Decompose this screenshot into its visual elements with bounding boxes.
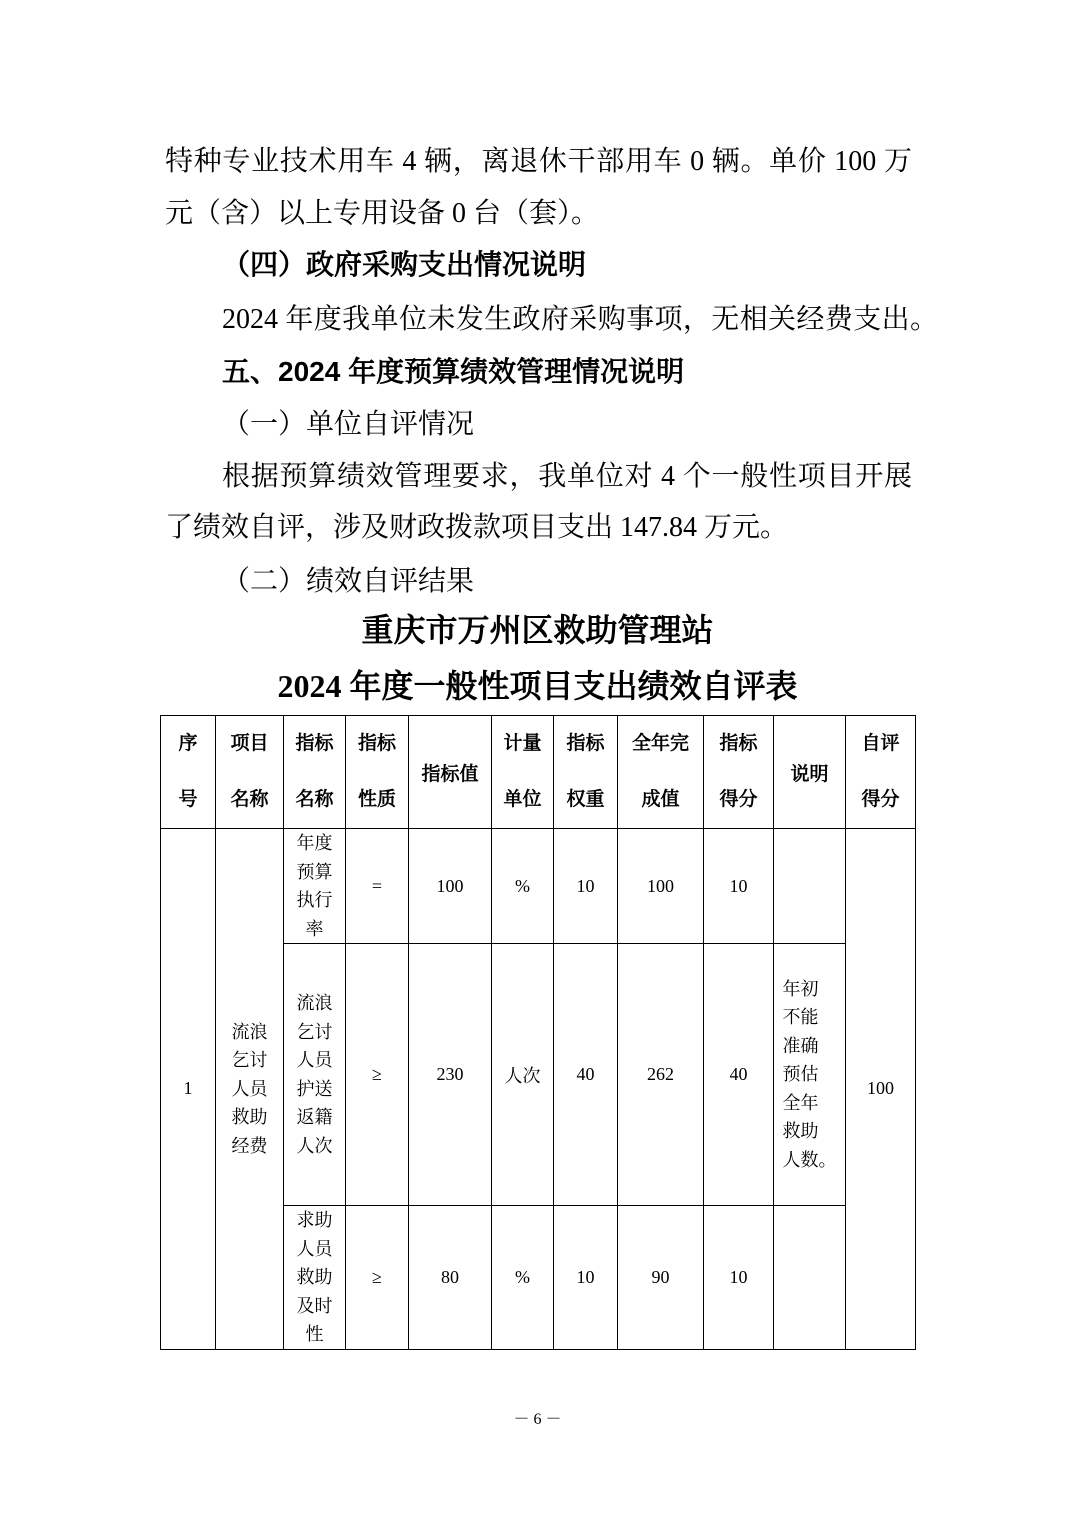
actual-value-cell: 90 xyxy=(618,1206,704,1350)
project-name-cell xyxy=(216,829,284,1350)
indicator-name-cell xyxy=(284,1206,346,1350)
note-cell xyxy=(774,944,846,1206)
actual-value-cell: 100 xyxy=(618,829,704,944)
indicator-nature-cell: ≥ xyxy=(346,944,409,1206)
header-label: 指标 名称 xyxy=(295,733,334,810)
indicator-nature-cell: = xyxy=(346,829,409,944)
header-label: 指标 得分 xyxy=(719,733,758,810)
note-text: 年初 不能 准确 预估 全年 救助 人数。 xyxy=(782,978,837,1170)
header-label: 序 号 xyxy=(178,733,198,810)
target-value-cell: 100 xyxy=(409,829,492,944)
header-label: 自评 得分 xyxy=(861,733,900,810)
note-cell-empty xyxy=(774,1206,846,1350)
table-header-row xyxy=(161,716,916,829)
project-name-text: 流浪 乞讨 人员 救助 经费 xyxy=(231,1021,268,1156)
header-project-name xyxy=(216,716,284,829)
procurement-text: 2024 年度我单位未发生政府采购事项，无相关经费支出。 xyxy=(222,304,938,335)
weight-cell: 10 xyxy=(554,829,618,944)
header-target-value: 指标值 xyxy=(409,716,492,829)
performance-table xyxy=(160,715,916,1350)
self-eval-heading: （一）单位自评情况 xyxy=(222,409,475,440)
actual-value-cell: 262 xyxy=(618,944,704,1206)
points-cell: 10 xyxy=(704,1206,774,1350)
self-score-cell: 100 xyxy=(846,829,916,1350)
target-value-cell: 230 xyxy=(409,944,492,1206)
header-unit xyxy=(492,716,554,829)
indicator-name-cell xyxy=(284,829,346,944)
indicator-name-text: 年度 预算 执行 率 xyxy=(296,833,333,939)
points-cell: 10 xyxy=(704,829,774,944)
unit-cell: % xyxy=(492,1206,554,1350)
table-title-name: 2024 年度一般性项目支出绩效自评表 xyxy=(277,668,798,704)
indicator-name-text: 流浪 乞讨 人员 护送 返籍 人次 xyxy=(296,993,333,1156)
header-weight xyxy=(554,716,618,829)
indicator-name-cell xyxy=(284,944,346,1206)
header-label: 全年完 成值 xyxy=(631,733,689,810)
unit-cell: % xyxy=(492,829,554,944)
table-row xyxy=(161,829,916,944)
header-note: 说明 xyxy=(774,716,846,829)
weight-cell: 10 xyxy=(554,1206,618,1350)
header-indicator-name xyxy=(284,716,346,829)
paragraph-line: 了绩效自评，涉及财政拨款项目支出 147.84 万元。 xyxy=(165,512,789,543)
header-actual-value xyxy=(618,716,704,829)
paragraph-line: 元（含）以上专用设备 0 台（套）。 xyxy=(165,198,600,229)
note-cell-empty xyxy=(774,829,846,944)
section-five-heading: 五、2024 年度预算绩效管理情况说明 xyxy=(222,356,685,387)
page-number: － 6 － xyxy=(513,1411,562,1428)
serial-cell: 1 xyxy=(161,829,216,1350)
points-cell: 40 xyxy=(704,944,774,1206)
header-self-score xyxy=(846,716,916,829)
procurement-heading: （四）政府采购支出情况说明 xyxy=(222,250,587,281)
indicator-nature-cell: ≥ xyxy=(346,1206,409,1350)
header-serial xyxy=(161,716,216,829)
indicator-name-text: 求助 人员 救助 及时 性 xyxy=(296,1210,333,1344)
header-label: 计量 单位 xyxy=(503,733,542,810)
paragraph-line: 特种专业技术用车 4 辆，离退休干部用车 0 辆。单价 100 万 xyxy=(165,146,912,177)
header-label: 指标 性质 xyxy=(357,733,396,810)
header-label: 项目 名称 xyxy=(230,733,269,810)
header-label: 指标 权重 xyxy=(566,733,605,810)
header-points xyxy=(704,716,774,829)
table-title-org: 重庆市万州区救助管理站 xyxy=(361,612,714,648)
target-value-cell: 80 xyxy=(409,1206,492,1350)
weight-cell: 40 xyxy=(554,944,618,1206)
paragraph-line: 根据预算绩效管理要求，我单位对 4 个一般性项目开展 xyxy=(222,461,912,492)
header-indicator-nature xyxy=(346,716,409,829)
results-heading: （二）绩效自评结果 xyxy=(222,566,475,597)
unit-cell: 人次 xyxy=(492,944,554,1206)
